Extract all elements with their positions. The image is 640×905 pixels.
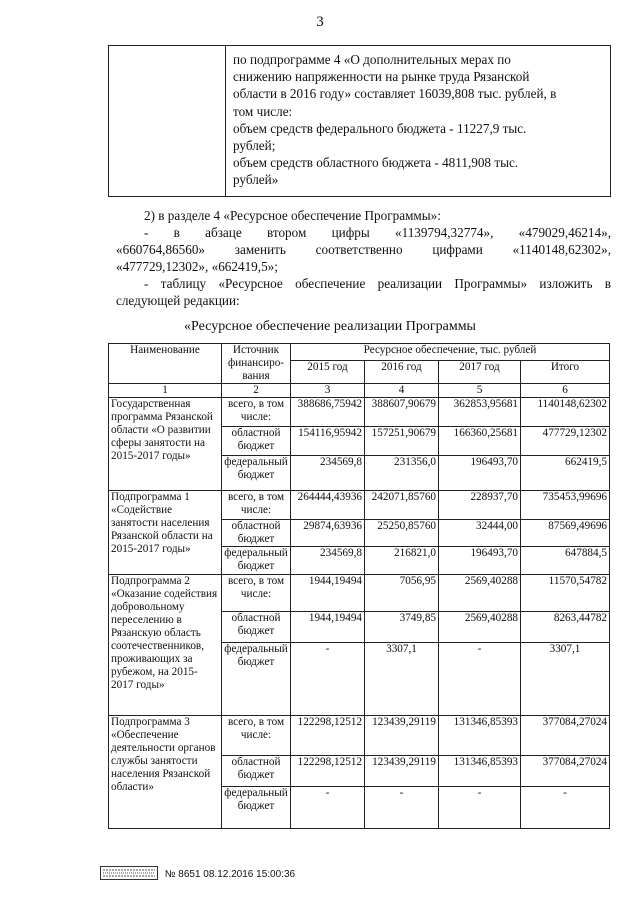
table-row [109, 575, 610, 612]
value-cell: 122298,12512 [291, 756, 365, 787]
header-total: Итого [521, 361, 610, 384]
value-cell: 154116,95942 [291, 427, 365, 456]
value-cell: - [439, 787, 521, 829]
table-title: «Ресурсное обеспечение реализации Программы [184, 319, 476, 334]
continued-table-box [108, 45, 611, 197]
value-cell: - [291, 643, 365, 716]
program-name: Подпрограмма 3 «Обеспечение деятельности органов службы занятости населения Рязанской области» [109, 716, 222, 829]
header-2015: 2015 год [291, 361, 365, 384]
column-number: 6 [521, 384, 610, 398]
value-cell: 25250,85760 [365, 520, 439, 547]
value-cell: 377084,27024 [521, 716, 610, 756]
value-cell: 7056,95 [365, 575, 439, 612]
header-2016: 2016 год [365, 361, 439, 384]
value-cell: 2569,40288 [439, 575, 521, 612]
value-cell: 735453,99696 [521, 491, 610, 520]
value-cell: 647884,5 [521, 547, 610, 575]
registration-number: № 8651 08.12.2016 15:00:36 [164, 869, 296, 880]
page-number: 3 [316, 14, 324, 30]
paragraph-line: 2) в разделе 4 «Ресурсное обеспечение Программы»: [144, 208, 441, 223]
value-cell: 234569,8 [291, 456, 365, 491]
paragraph-line: следующей редакции: [116, 293, 240, 308]
source-cell: федеральный бюджет [222, 787, 291, 829]
value-cell: 1944,19494 [291, 575, 365, 612]
value-cell: 196493,70 [439, 547, 521, 575]
value-cell: 388686,75942 [291, 398, 365, 427]
box-line: объем средств федерального бюджета - 11227,9 тыс. [233, 120, 527, 136]
box-text [233, 51, 605, 189]
value-cell: - [365, 787, 439, 829]
box-line: по подпрограмме 4 «О дополнительных мерах по [233, 52, 511, 67]
table-row [109, 398, 610, 427]
source-cell: областной бюджет [222, 756, 291, 787]
box-line: снижению напряженности на рынке труда Рязанской [233, 69, 530, 85]
value-cell: 216821,0 [365, 547, 439, 575]
value-cell: 264444,43936 [291, 491, 365, 520]
document-footer [100, 866, 295, 883]
value-cell: 388607,90679 [365, 398, 439, 427]
value-cell: 231356,0 [365, 456, 439, 491]
column-number: 2 [222, 384, 291, 398]
value-cell: 3307,1 [365, 643, 439, 716]
value-cell: 32444,00 [439, 520, 521, 547]
source-cell: областной бюджет [222, 520, 291, 547]
resource-table [108, 343, 610, 829]
value-cell: 242071,85760 [365, 491, 439, 520]
value-cell: 362853,95681 [439, 398, 521, 427]
value-cell: - [291, 787, 365, 829]
value-cell: 8263,44782 [521, 612, 610, 643]
paragraph-line: «660764,86560» заменить соответственно цифрами «1140148,62302», [116, 242, 611, 257]
value-cell: 123439,29119 [365, 756, 439, 787]
value-cell: 122298,12512 [291, 716, 365, 756]
header-name: Наименование [109, 344, 222, 384]
source-cell: областной бюджет [222, 612, 291, 643]
program-name: Подпрограмма 1 «Содействие занятости населения Рязанской области на 2015-2017 годы» [109, 491, 222, 575]
value-cell: 377084,27024 [521, 756, 610, 787]
value-cell: 234569,8 [291, 547, 365, 575]
value-cell: 131346,85393 [439, 756, 521, 787]
value-cell: 1944,19494 [291, 612, 365, 643]
value-cell: 87569,49696 [521, 520, 610, 547]
value-cell: 11570,54782 [521, 575, 610, 612]
program-name: Государственная программа Рязанской области «О развитии сферы занятости на 2015-2017 годы» [109, 398, 222, 491]
source-cell: всего, в том числе: [222, 716, 291, 756]
program-name: Подпрограмма 2 «Оказание содействия добровольному переселению в Рязанскую область соотечественников, проживающих за рубежом, на 2015-2017 годы» [109, 575, 222, 716]
value-cell: 157251,90679 [365, 427, 439, 456]
source-cell: федеральный бюджет [222, 643, 291, 716]
value-cell: - [439, 643, 521, 716]
value-cell: - [521, 787, 610, 829]
paragraph-line: «477729,12302», «662419,5»; [116, 259, 278, 274]
column-number: 3 [291, 384, 365, 398]
table-row [109, 716, 610, 756]
header-source: Источник финансиро-вания [222, 344, 291, 384]
box-line: рублей; [233, 138, 276, 154]
value-cell: 228937,70 [439, 491, 521, 520]
box-line: области в 2016 году» составляет 16039,808 тыс. рублей, в [233, 86, 557, 102]
registry-stamp-icon [100, 866, 158, 883]
value-cell: 1140148,62302 [521, 398, 610, 427]
box-line: объем средств областного бюджета - 4811,908 тыс. [233, 155, 519, 171]
value-cell: 662419,5 [521, 456, 610, 491]
header-resource: Ресурсное обеспечение, тыс. рублей [291, 344, 610, 361]
value-cell: 477729,12302 [521, 427, 610, 456]
column-divider [225, 46, 226, 196]
value-cell: 3307,1 [521, 643, 610, 716]
value-cell: 166360,25681 [439, 427, 521, 456]
value-cell: 123439,29119 [365, 716, 439, 756]
value-cell: 2569,40288 [439, 612, 521, 643]
table-row [109, 491, 610, 520]
source-cell: областной бюджет [222, 427, 291, 456]
box-line: том числе: [233, 103, 293, 119]
column-number: 4 [365, 384, 439, 398]
value-cell: 29874,63936 [291, 520, 365, 547]
value-cell: 3749,85 [365, 612, 439, 643]
source-cell: всего, в том числе: [222, 398, 291, 427]
value-cell: 196493,70 [439, 456, 521, 491]
source-cell: федеральный бюджет [222, 547, 291, 575]
paragraph-line: - таблицу «Ресурсное обеспечение реализации Программы» изложить в [144, 276, 611, 291]
source-cell: всего, в том числе: [222, 491, 291, 520]
source-cell: федеральный бюджет [222, 456, 291, 491]
source-cell: всего, в том числе: [222, 575, 291, 612]
column-number: 5 [439, 384, 521, 398]
value-cell: 131346,85393 [439, 716, 521, 756]
paragraph-line: - в абзаце втором цифры «1139794,32774», «479029,46214», [144, 225, 611, 240]
column-number: 1 [109, 384, 222, 398]
box-line: рублей» [233, 172, 279, 188]
header-2017: 2017 год [439, 361, 521, 384]
